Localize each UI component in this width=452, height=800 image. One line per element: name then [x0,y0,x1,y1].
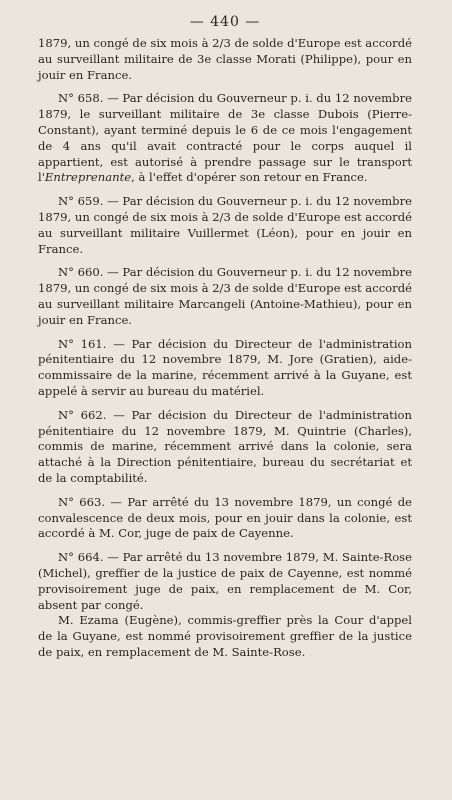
page-number: — 440 — [189,14,261,30]
paragraph-663: N° 663. — Par arrêté du 13 novembre 1879, un congé de convalescence de deux mois, pour en jouir dans la colonie, est accordé à M. Cor, juge de paix de Cayenne. [38,494,412,541]
paragraph-660: N° 660. — Par décision du Gouverneur p. i. du 12 novembre 1879, un congé de six mois à 2/3 de solde d'Europe est accordé au surveillant militaire Marcangeli (Antoine-Mathieu), pour en jouir en France. [38,265,412,327]
paragraph-continuation: 1879, un congé de six mois à 2/3 de solde d'Europe est accordé au surveillant militaire de 3e classe Morati (Philippe), pour en jouir en France. [38,36,412,82]
paragraph-658-text-end: , à l'effet d'opérer son retour en France. [131,170,368,185]
paragraph-662: N° 662. — Par décision du Directeur de l'administration pénitentiaire du 12 novembre 1879, M. Quintrie (Charles), commis de marine, récemment arrivé dans la colonie, sera attaché à la Direction pénitentiaire, bureau du secrétariat et de la comptabilité. [38,407,412,485]
paragraph-664: N° 664. — Par arrêté du 13 novembre 1879, M. Sainte-Rose (Michel), greffier de la justice de paix de Cayenne, est nommé provisoirement juge de paix, en remplacement de M. Cor, absent par congé. [38,550,412,612]
paragraph-658 [38,91,412,186]
ship-name: Entreprenante [44,170,132,185]
paragraph-664-continued: M. Ezama (Eugène), commis-greffier près la Cour d'appel de la Guyane, est nommé provisoirement greffier de la justice de paix, en remplacement de M. Sainte-Rose. [38,613,412,659]
paragraph-659: N° 659. — Par décision du Gouverneur p. i. du 12 novembre 1879, un congé de six mois à 2/3 de solde d'Europe est accordé au surveillant militaire Vuillermet (Léon), pour en jouir en France. [38,194,412,256]
paragraph-658-text: N° 658. — Par décision du Gouverneur p. i. du 12 novembre 1879, le surveillant militaire de 3e classe Dubois (Pierre-Constant), ayant terminé depuis le 6 de ce mois l'engagement de 4 ans qu'il avait contracté pour le corps auquel il appartient, est autorisé à prendre passage sur le transport l' [38,91,412,185]
paragraph-161: N° 161. — Par décision du Directeur de l'administration pénitentiaire du 12 novembre 1879, M. Jore (Gratien), aide-commissaire de la marine, récemment arrivé à la Guyane, est appelé à servir au bureau du matériel. [38,336,412,398]
